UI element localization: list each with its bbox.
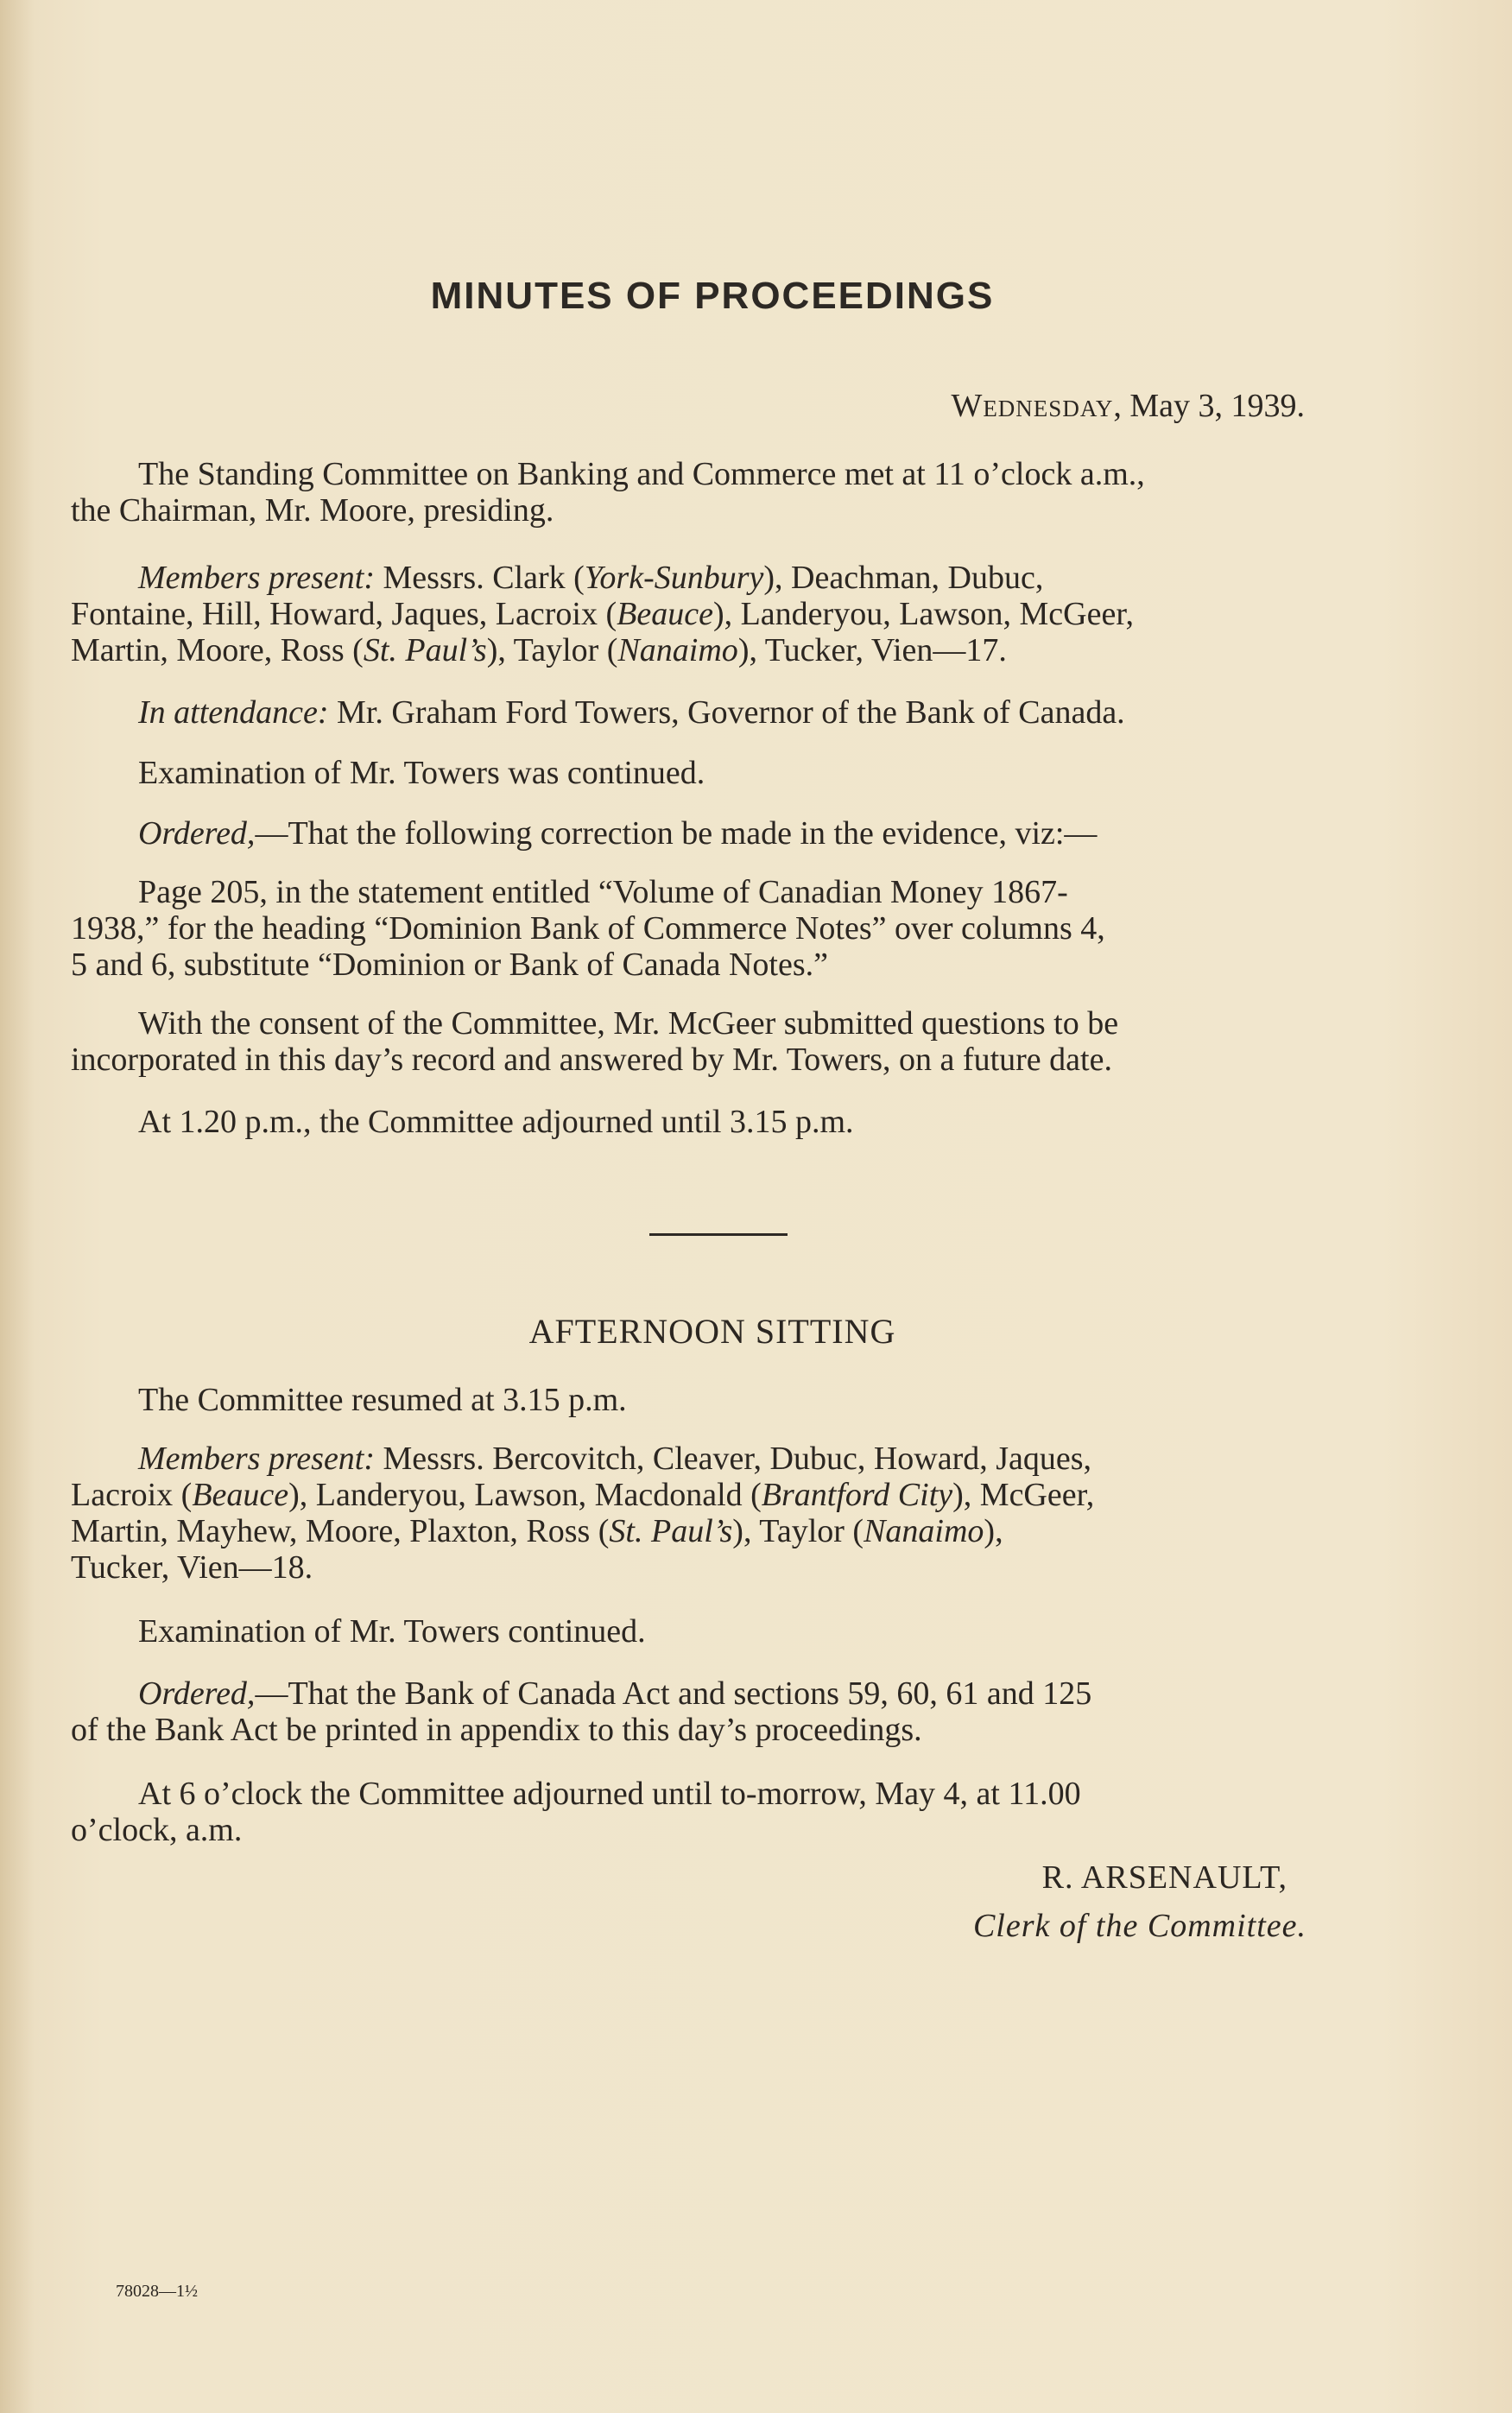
paragraph-mcgeer-questions: With the consent of the Committee, Mr. McGeer submitted questions to be incorporated in this day’s record and answered by Mr. Towers, on a future date. [71,1005,1119,1078]
signature-role: Clerk of the Committee. [972,1908,1306,1944]
ordered-label: Ordered, [138,815,256,852]
paragraph-members-present: Members present: Messrs. Clark (York-Sunbury), Deachman, Dubuc, Fontaine, Hill, Howard, Jaques, Lacroix (Beauce), Landeryou, Lawson, McGeer, Martin, Moore, Ross (St. Paul’s), Taylor (Nanaimo), Tucker, Vien—17. [71,560,1134,668]
paragraph-correction-detail: Page 205, in the statement entitled “Volume of Canadian Money 1867- 1938,” for the heading “Dominion Bank of Commerce Notes” over columns 4, 5 and 6, substitute “Dominion or Bank of Canada Notes.” [71,874,1105,983]
afternoon-adjourned: At 6 o’clock the Committee adjourned until to-morrow, May 4, at 11.00 o’clock, a.m. [71,1776,1081,1848]
sitting-date [951,387,1305,425]
afternoon-examination: Examination of Mr. Towers continued. [138,1613,646,1650]
signature-name: R. ARSENAULT, [1041,1859,1287,1896]
paragraph-examination: Examination of Mr. Towers was continued. [138,755,705,791]
paragraph-in-attendance: In attendance: Mr. Graham Ford Towers, Governor of the Bank of Canada. [138,694,1125,731]
paragraph-ordered-correction: Ordered,—That the following correction be made in the evidence, viz:— [138,815,1098,852]
date-weekday: Wednesday [951,388,1114,424]
afternoon-sitting-heading: AFTERNOON SITTING [528,1312,896,1351]
page-title: MINUTES OF PROCEEDINGS [430,275,995,317]
afternoon-members-present: Members present: Messrs. Bercovitch, Cleaver, Dubuc, Howard, Jaques, Lacroix (Beauce), Landeryou, Lawson, Macdonald (Brantford City), McGeer, Martin, Mayhew, Moore, Plaxton, Ross (St. Paul’s), Taylor (Nanaimo), Tucker, Vien—18. [71,1441,1095,1586]
section-divider [649,1233,788,1236]
printer-code: 78028—1½ [116,2282,198,2301]
members-present-label: Members present: [138,560,376,596]
paragraph-meeting-opened [71,456,1373,529]
afternoon-ordered-appendix: Ordered,—That the Bank of Canada Act and sections 59, 60, 61 and 125 of the Bank Act be printed in appendix to this day’s proceedings. [71,1675,1092,1748]
date-rest: , May 3, 1939. [1113,388,1305,424]
p1-line-2: the Chairman, Mr. Moore, presiding. [71,492,554,529]
in-attendance-label: In attendance: [138,694,329,731]
p1-line-1: The Standing Committee on Banking and Commerce met at 11 o’clock a.m., [138,456,1145,492]
paragraph-adjourned: At 1.20 p.m., the Committee adjourned until 3.15 p.m. [138,1104,854,1140]
afternoon-resumed: The Committee resumed at 3.15 p.m. [138,1382,627,1418]
